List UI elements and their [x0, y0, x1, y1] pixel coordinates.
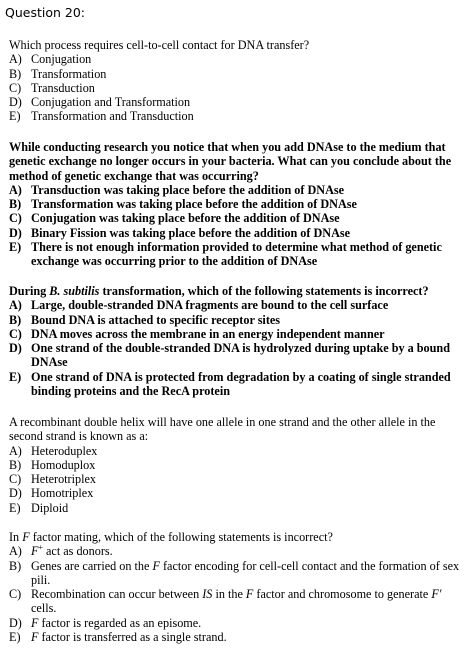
option-text-rest: factor is transferred as a single strand.: [38, 630, 227, 645]
option-text-post: cells.: [31, 601, 57, 616]
option-text: [31, 616, 469, 630]
option-letter: B): [9, 66, 22, 81]
option-text: Heteroduplex: [31, 443, 98, 458]
f-factor-symbol: F: [152, 558, 160, 573]
option-letter: D): [9, 95, 22, 110]
option-letter: E): [9, 369, 22, 384]
option-text: There is not enough information provided to determine what method of genetic exchange was occurring prior to the addition of DNAse: [31, 240, 442, 269]
answer-option[interactable]: [9, 52, 469, 66]
f-factor-symbol: F: [22, 530, 30, 544]
answer-option[interactable]: [9, 240, 469, 269]
option-text: Conjugation was taking place before the addition of DNAse: [31, 211, 340, 226]
option-text: Transformation and Transduction: [31, 109, 194, 124]
option-text: Conjugation and Transformation: [31, 95, 191, 110]
option-text: One strand of the double-stranded DNA is hydrolyzed during uptake by a bound DNAse: [31, 341, 450, 370]
answer-option[interactable]: [9, 313, 469, 327]
option-text-pre: Genes are carried on the: [31, 558, 153, 573]
option-letter: D): [9, 615, 22, 630]
option-letter: C): [9, 80, 22, 95]
option-text: Transduction was taking place before the addition of DNAse: [31, 182, 345, 197]
option-letter: B): [9, 312, 22, 327]
option-text: [31, 630, 469, 644]
option-text: Transduction: [31, 80, 95, 95]
answer-option[interactable]: [9, 341, 469, 370]
answer-option[interactable]: [9, 616, 469, 630]
f-factor-symbol: F: [31, 544, 39, 559]
question-number: Question 20:: [5, 5, 85, 20]
option-letter: B): [9, 197, 22, 212]
option-letter: C): [9, 211, 22, 226]
stem-suffix: factor mating, which of the following statements is incorrect?: [29, 530, 333, 544]
question-block-5: [9, 530, 469, 644]
answer-option[interactable]: [9, 67, 469, 81]
stem-prefix: In: [9, 530, 23, 544]
option-text-rest: act as donors.: [42, 544, 113, 559]
question-stem: [9, 284, 469, 298]
answer-option[interactable]: [9, 81, 469, 95]
option-letter: C): [9, 472, 22, 487]
option-letter: E): [9, 500, 21, 515]
option-letter: C): [9, 326, 22, 341]
superscript-plus: +: [38, 543, 43, 553]
answer-option[interactable]: [9, 109, 469, 123]
option-text-post: factor encoding for cell-cell contact and the formation of sex pili.: [31, 558, 460, 587]
option-text-mid2: factor and chromosome to generate: [253, 587, 432, 602]
option-text: [31, 559, 469, 588]
answer-option[interactable]: [9, 458, 469, 472]
option-letter: B): [9, 558, 22, 573]
answer-option[interactable]: [9, 486, 469, 500]
answer-option[interactable]: [9, 197, 469, 211]
question-block-2: [9, 140, 469, 269]
option-text: Homoduplox: [31, 457, 96, 472]
answer-option[interactable]: [9, 370, 469, 399]
question-block-1: [9, 38, 469, 124]
question-stem: [9, 530, 469, 544]
option-text-rest: factor is regarded as an episome.: [38, 615, 202, 630]
option-letter: E): [9, 630, 21, 645]
option-letter: D): [9, 341, 22, 356]
option-text: Heterotriplex: [31, 472, 96, 487]
option-text: Binary Fission was taking place before the addition of DNAse: [31, 225, 351, 240]
option-text: [31, 587, 469, 616]
option-letter: D): [9, 486, 22, 501]
f-factor-symbol: F: [31, 630, 39, 645]
organism-name: B. subtilis: [49, 284, 100, 298]
option-letter: A): [9, 298, 22, 313]
question-block-4: [9, 415, 469, 515]
option-letter: A): [9, 443, 22, 458]
answer-option[interactable]: [9, 472, 469, 486]
option-letter: B): [9, 457, 22, 472]
stem-prefix: During: [9, 284, 50, 298]
option-text-mid: in the: [212, 587, 246, 602]
option-letter: D): [9, 225, 22, 240]
is-element-symbol: IS: [202, 587, 213, 602]
question-stem: While conducting research you notice that when you add DNAse to the medium that genetic exchange no longer occurs in your bacteria. What can you conclude about the method of genetic exchange that was occurring?: [9, 140, 452, 183]
answer-option[interactable]: [9, 327, 469, 341]
answer-option[interactable]: [9, 183, 469, 197]
question-block-3: [9, 284, 469, 398]
answer-option[interactable]: [9, 544, 469, 558]
option-text: Bound DNA is attached to specific receptor sites: [31, 312, 281, 327]
option-text: Diploid: [31, 500, 69, 515]
answer-option[interactable]: [9, 444, 469, 458]
answer-option[interactable]: [9, 298, 469, 312]
option-text: Homotriplex: [31, 486, 94, 501]
option-text: Large, double-stranded DNA fragments are bound to the cell surface: [31, 298, 389, 313]
answer-option[interactable]: [9, 211, 469, 225]
option-letter: C): [9, 587, 22, 602]
answer-option[interactable]: [9, 559, 469, 588]
answer-option[interactable]: [9, 226, 469, 240]
option-text: DNA moves across the membrane in an energy independent manner: [31, 326, 385, 341]
answer-option[interactable]: [9, 95, 469, 109]
option-text: Conjugation: [31, 52, 92, 67]
question-stem: A recombinant double helix will have one allele in one strand and the other allele in the second strand is known as a:: [9, 415, 436, 444]
option-letter: A): [9, 182, 22, 197]
option-text: [31, 544, 469, 558]
answer-option[interactable]: [9, 501, 469, 515]
question-stem: Which process requires cell-to-cell contact for DNA transfer?: [9, 38, 310, 52]
answer-option[interactable]: [9, 587, 469, 616]
f-factor-symbol: F: [31, 615, 39, 630]
option-text: One strand of DNA is protected from degradation by a coating of single stranded binding proteins and the RecA protein: [31, 369, 451, 399]
answer-option[interactable]: [9, 630, 469, 644]
option-letter: E): [9, 109, 21, 124]
option-letter: A): [9, 544, 22, 559]
option-letter: E): [9, 240, 22, 255]
f-prime-symbol: F′: [431, 587, 442, 602]
stem-suffix: transformation, which of the following statements is incorrect?: [99, 284, 429, 298]
option-text: Transformation: [31, 66, 107, 81]
f-factor-symbol: F: [245, 587, 254, 602]
option-text: Transformation was taking place before the addition of DNAse: [31, 197, 357, 212]
option-letter: A): [9, 52, 22, 67]
option-text-pre: Recombination can occur between: [31, 587, 203, 602]
